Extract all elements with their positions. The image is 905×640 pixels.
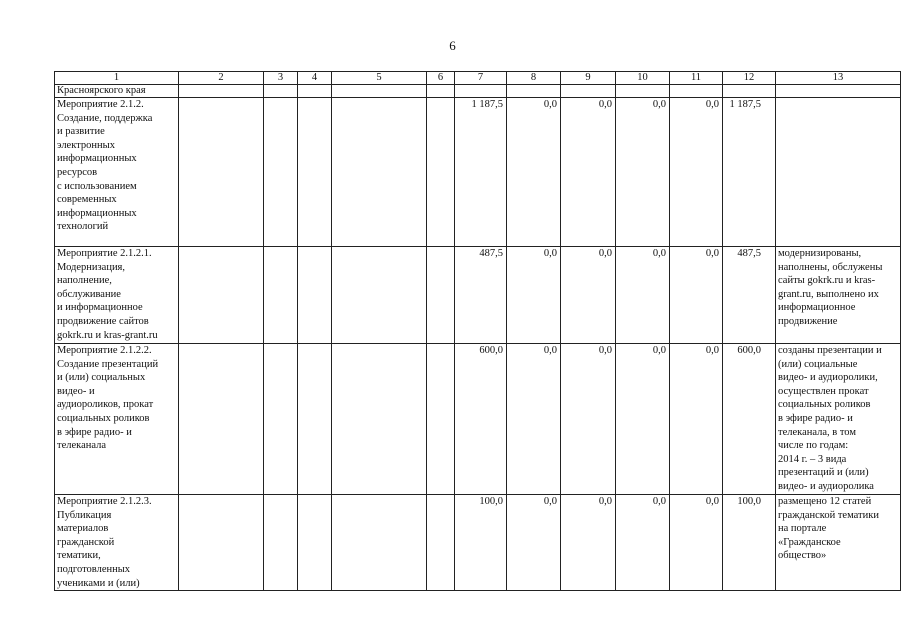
program-measures-table [54,71,901,591]
measure-name: Мероприятие 2.1.2.2. Создание презентаций и (или) социальных видео- и аудиороликов, прокат социальных роликов в эфире радио- и телеканала [55,344,179,495]
value-cell: 0,0 [507,98,561,247]
measure-name: Мероприятие 2.1.2.1. Модернизация, наполнение, обслуживание и информационное продвижение сайтов gokrk.ru и kras-grant.ru [55,247,179,344]
value-cell: 0,0 [561,247,616,344]
column-header: 9 [561,72,616,85]
value-cell: 0,0 [561,98,616,247]
continuation-text: Красноярского края [55,85,179,98]
column-header: 4 [298,72,332,85]
column-header: 7 [455,72,507,85]
value-cell: 1 187,5 [723,98,776,247]
value-cell: 0,0 [616,247,670,344]
result-text: созданы презентации и (или) социальные видео- и аудиоролики, осуществлен прокат социальных роликов в эфире радио- и телеканала, в том числе по годам: 2014 г. – 3 вида презентаций и (или) видео- и аудиоролика [776,344,901,495]
value-cell: 600,0 [455,344,507,495]
value-cell: 0,0 [670,344,723,495]
table-row [55,495,901,591]
value-cell: 100,0 [723,495,776,591]
column-header: 6 [427,72,455,85]
column-header: 2 [179,72,264,85]
result-text: размещено 12 статей гражданской тематики на портале «Гражданское общество» [776,495,901,591]
column-header: 10 [616,72,670,85]
value-cell: 487,5 [723,247,776,344]
column-number-row [55,72,901,85]
column-header: 13 [776,72,901,85]
value-cell: 0,0 [616,495,670,591]
value-cell: 0,0 [670,98,723,247]
value-cell: 0,0 [561,344,616,495]
value-cell: 0,0 [616,98,670,247]
value-cell: 0,0 [507,344,561,495]
table-row [55,98,901,247]
value-cell: 0,0 [670,247,723,344]
table-row [55,247,901,344]
page-number: 6 [449,38,456,53]
result-text: модернизированы, наполнены, обслужены сайты gokrk.ru и kras- grant.ru, выполнено их информационное продвижение [776,247,901,344]
value-cell: 0,0 [507,247,561,344]
measure-name: Мероприятие 2.1.2. Создание, поддержка и развитие электронных информационных ресурсов с использованием современных информационных технологий [55,98,179,247]
value-cell: 0,0 [616,344,670,495]
column-header: 5 [332,72,427,85]
measure-name: Мероприятие 2.1.2.3. Публикация материалов гражданской тематики, подготовленных учениками и (или) [55,495,179,591]
value-cell: 100,0 [455,495,507,591]
column-header: 1 [55,72,179,85]
column-header: 12 [723,72,776,85]
value-cell: 487,5 [455,247,507,344]
value-cell: 1 187,5 [455,98,507,247]
continuation-row [55,85,901,98]
table-row [55,344,901,495]
column-header: 8 [507,72,561,85]
value-cell: 0,0 [507,495,561,591]
value-cell: 0,0 [561,495,616,591]
column-header: 11 [670,72,723,85]
value-cell: 0,0 [670,495,723,591]
value-cell: 600,0 [723,344,776,495]
result-text [776,98,901,247]
column-header: 3 [264,72,298,85]
